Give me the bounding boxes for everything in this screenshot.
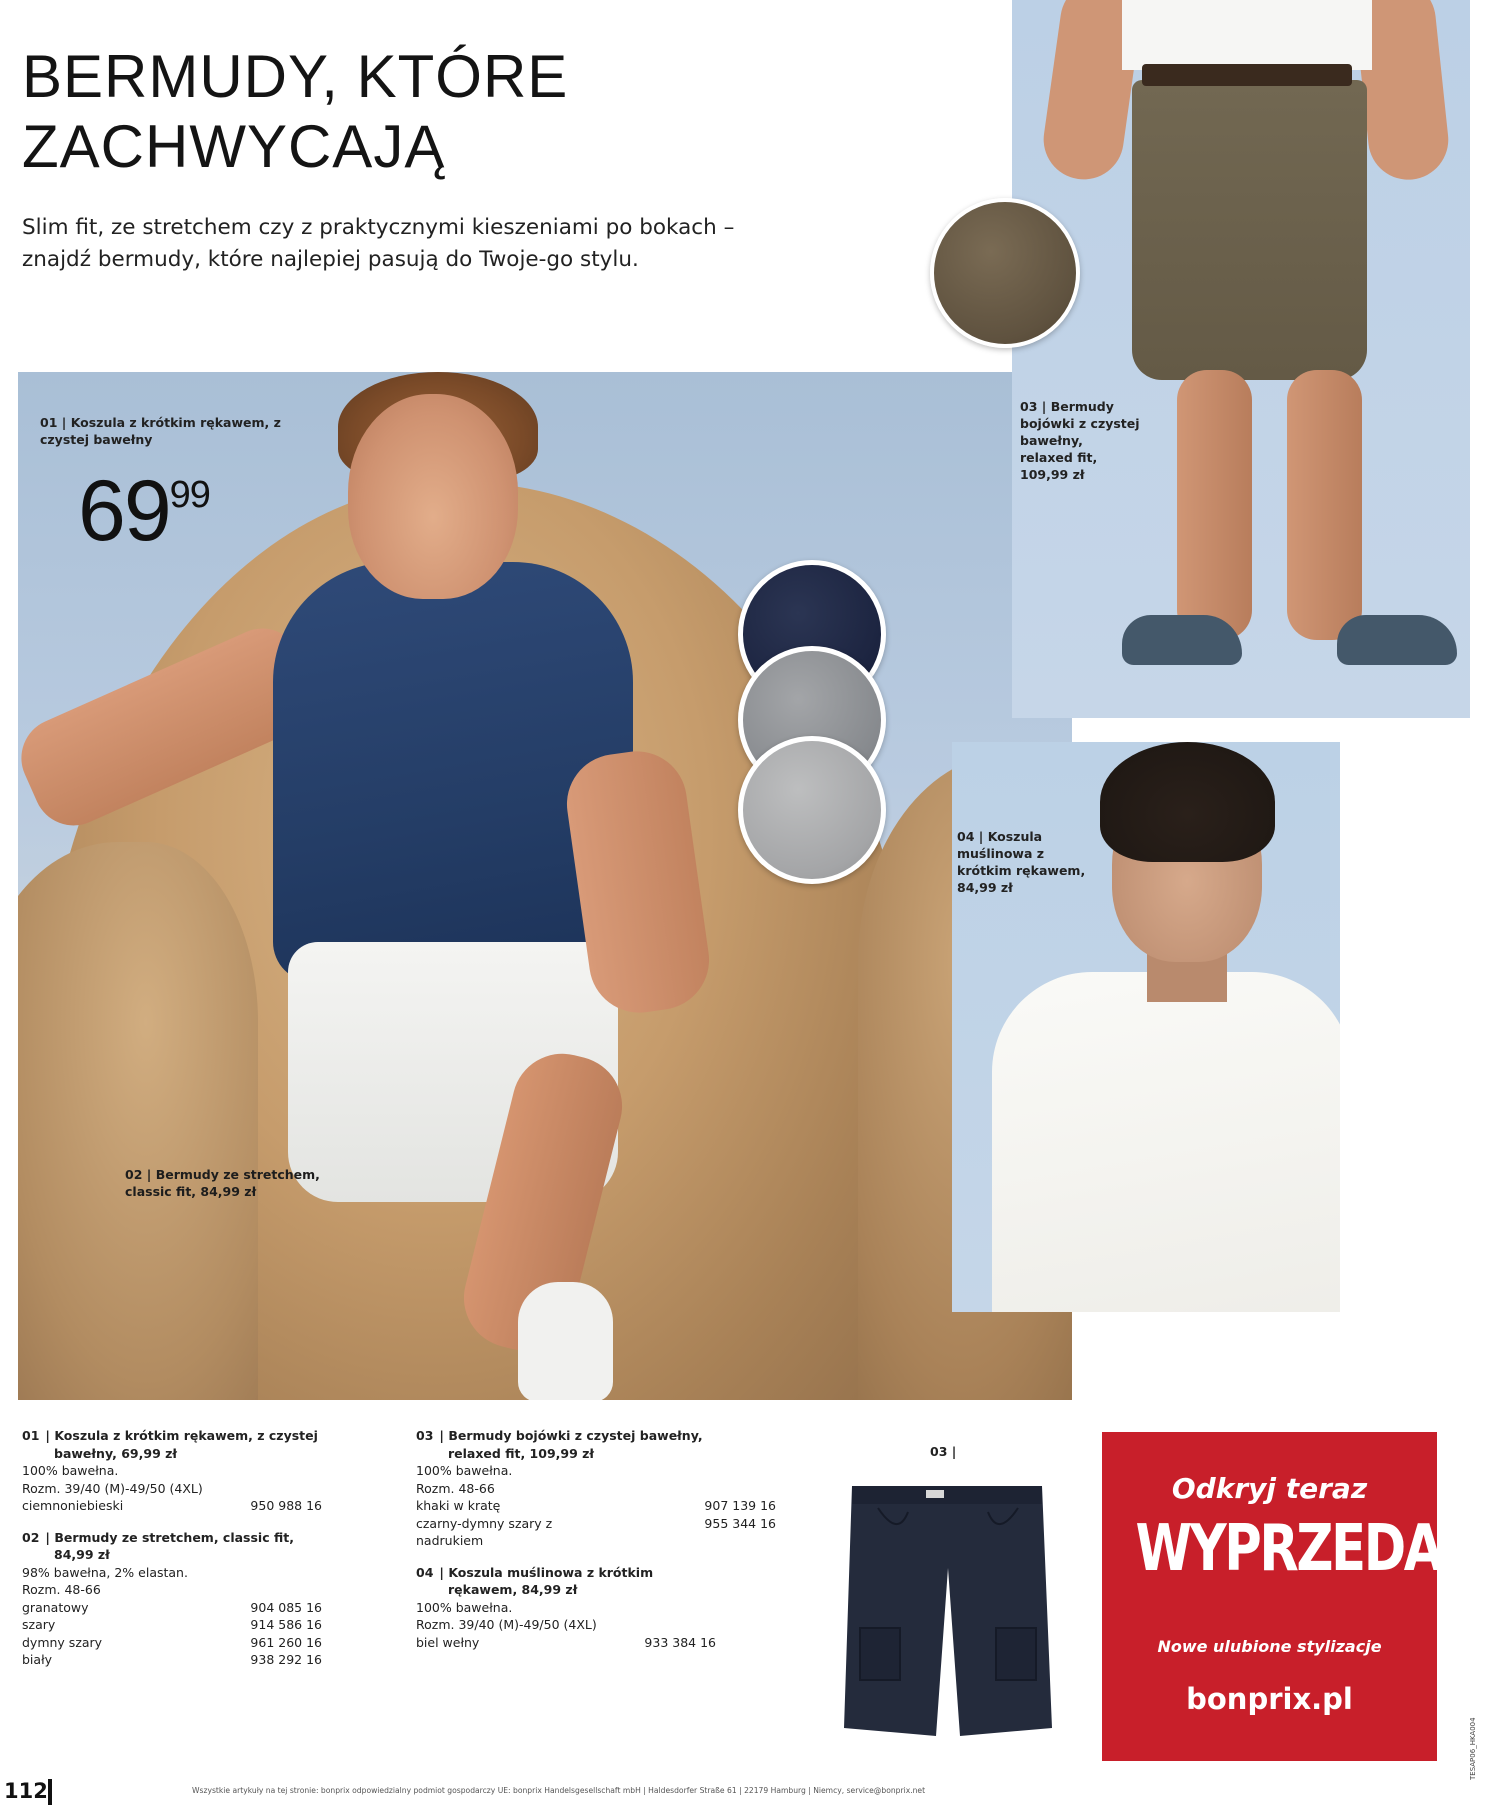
product-details-right [416, 1427, 776, 1665]
model-shirt-white [992, 972, 1340, 1312]
product-material: 100% bawełna. [416, 1599, 513, 1615]
page-subtitle: Slim fit, ze stretchem czy z praktycznymi kieszeniami po bokach – znajdź bermudy, które najlepiej pasują do Twoje-go stylu. [22, 215, 735, 272]
product-title: 02 | Bermudy ze stretchem, classic fit, 84,99 zł [22, 1529, 322, 1564]
model-hair [1100, 742, 1275, 862]
color-name: czarny-dymny szary z nadrukiem [416, 1515, 553, 1548]
model-leg [1177, 370, 1252, 640]
product-number: 02 [22, 1529, 40, 1545]
color-name: granatowy [22, 1599, 89, 1615]
price-whole: 69 [78, 463, 170, 559]
big-price [78, 463, 210, 559]
product-number: 03 [416, 1428, 434, 1443]
product-title-line-2: rękawem, 84,99 zł [448, 1582, 578, 1597]
photo-tag-04: 04 | Koszula muślinowa z krótkim rękawem, 84,99 zł [957, 829, 1086, 895]
product-title-line-2: 84,99 zł [54, 1547, 110, 1562]
tag-text: Koszula z krótkim rękawem, z czystej bawełny [40, 415, 281, 447]
article-code: 933 384 16 [644, 1634, 716, 1650]
product-title: 04 | Koszula muślinowa z krótkim rękawem, 84,99 zł [416, 1564, 776, 1599]
model-sneaker [1337, 615, 1457, 665]
legal-footer: Wszystkie artykuły na tej stronie: bonprix odpowiedzialny podmiot gospodarczy UE: bonprix Handelsgesellschaft mbH | Haldesdorfer Straße 61 | 22179 Hamburg | Niemcy, service@bonprix.net [192, 1786, 926, 1795]
color-variant [22, 1651, 322, 1669]
model-head [348, 394, 518, 599]
product-04 [416, 1564, 776, 1652]
promo-heading: Odkryj teraz [1171, 1472, 1368, 1505]
headline-line-1: BERMUDY, KTÓRE [22, 43, 569, 110]
price-cents: 99 [169, 474, 210, 516]
model-sneaker [1122, 615, 1242, 665]
color-name: biały [22, 1652, 53, 1667]
product-sizes: Rozm. 39/40 (M)-49/50 (4XL) [22, 1480, 203, 1496]
product-material: 100% bawełna. [22, 1463, 119, 1478]
product-material: 100% bawełna. [416, 1463, 513, 1478]
product-shot-number: 03 [930, 1444, 948, 1459]
product-title: 01 | Koszula z krótkim rękawem, z czystej bawełny, 69,99 zł [22, 1427, 322, 1462]
product-02 [22, 1529, 322, 1669]
color-variant [416, 1515, 776, 1550]
color-name: ciemnoniebieski [22, 1498, 124, 1513]
article-code: 950 988 16 [250, 1498, 322, 1513]
product-title-line-1: Koszula muślinowa z krótkim [448, 1564, 654, 1580]
model-shirt-white [1122, 0, 1372, 70]
tag-number: 01 [40, 415, 58, 430]
tag-number: 03 [1020, 399, 1038, 414]
product-sizes: Rozm. 48-66 [416, 1480, 495, 1496]
tag-text: Bermudy bojówki z czystej bawełny, relaxed fit, 109,99 zł [1020, 399, 1140, 482]
product-number: 04 [416, 1564, 434, 1580]
product-number: 01 [22, 1428, 40, 1443]
color-variant [22, 1599, 322, 1617]
color-variant [22, 1497, 322, 1515]
color-variant [416, 1634, 716, 1652]
color-name: szary [22, 1617, 56, 1632]
product-title-line-1: Bermudy bojówki z czystej bawełny, [448, 1428, 703, 1443]
color-name: khaki w kratę [416, 1498, 501, 1513]
product-01 [22, 1427, 322, 1515]
color-variant [22, 1634, 322, 1652]
product-title-line-2: relaxed fit, 109,99 zł [448, 1445, 595, 1461]
photo-tag-01: 01 | Koszula z krótkim rękawem, z czystej bawełny [40, 415, 281, 447]
product-shot-label: 03 | [930, 1444, 957, 1459]
article-code: 907 139 16 [704, 1498, 776, 1513]
product-sizes: Rozm. 48-66 [22, 1582, 101, 1597]
promo-subheading: Nowe ulubione stylizacje [1157, 1637, 1382, 1656]
headline-line-2: ZACHWYCAJĄ [22, 113, 446, 180]
tag-text: Bermudy ze stretchem, classic fit, 84,99 zł [125, 1167, 320, 1199]
model-belt [1142, 64, 1352, 86]
swatch-light-grey [738, 736, 886, 884]
color-name: biel wełny [416, 1634, 480, 1650]
photo-tag-02: 02 | Bermudy ze stretchem, classic fit, 84,99 zł [125, 1167, 320, 1199]
product-material: 98% bawełna, 2% elastan. [22, 1564, 188, 1580]
tag-number: 02 [125, 1167, 143, 1182]
product-title: 03 | Bermudy bojówki z czystej bawełny, relaxed fit, 109,99 zł [416, 1427, 776, 1462]
photo-tag-03: 03 | Bermudy bojówki z czystej bawełny, relaxed fit, 109,99 zł [1020, 399, 1140, 482]
article-code: 904 085 16 [250, 1599, 322, 1615]
promo-sale-word: WYPRZEDAŻ [1135, 1512, 1476, 1586]
cargo-shorts-photo [1012, 0, 1470, 718]
page-number-bar [48, 1779, 52, 1805]
product-03 [416, 1427, 776, 1550]
catalog-code: TESAP06_HKA004 [1469, 1717, 1477, 1780]
rock-shape-left [18, 842, 258, 1400]
fabric-swatch-khaki [930, 198, 1080, 348]
product-details-left [22, 1427, 322, 1683]
color-name: dymny szary [22, 1634, 103, 1650]
article-code: 914 586 16 [250, 1617, 322, 1632]
article-code: 961 260 16 [250, 1634, 322, 1650]
product-title-line-2: bawełny, 69,99 zł [54, 1445, 178, 1461]
model-cargo-shorts [1132, 80, 1367, 380]
page-headline [22, 42, 722, 182]
promo-url-link[interactable]: bonprix.pl [1186, 1682, 1353, 1716]
navy-cargo-shorts-image [838, 1478, 1056, 1744]
product-title-line-1: Koszula z krótkim rękawem, z czystej [54, 1428, 318, 1443]
model-leg [1287, 370, 1362, 640]
product-sizes: Rozm. 39/40 (M)-49/50 (4XL) [416, 1617, 597, 1632]
tag-text: Koszula muślinowa z krótkim rękawem, 84,99 zł [957, 829, 1086, 895]
color-variant [416, 1497, 776, 1515]
model-shoe [518, 1282, 613, 1400]
page-number: 112 [4, 1779, 48, 1803]
article-code: 938 292 16 [250, 1652, 322, 1667]
article-code: 955 344 16 [704, 1515, 776, 1531]
color-variant [22, 1616, 322, 1634]
product-title-line-1: Bermudy ze stretchem, classic fit, [54, 1529, 294, 1545]
tag-number: 04 [957, 829, 975, 844]
